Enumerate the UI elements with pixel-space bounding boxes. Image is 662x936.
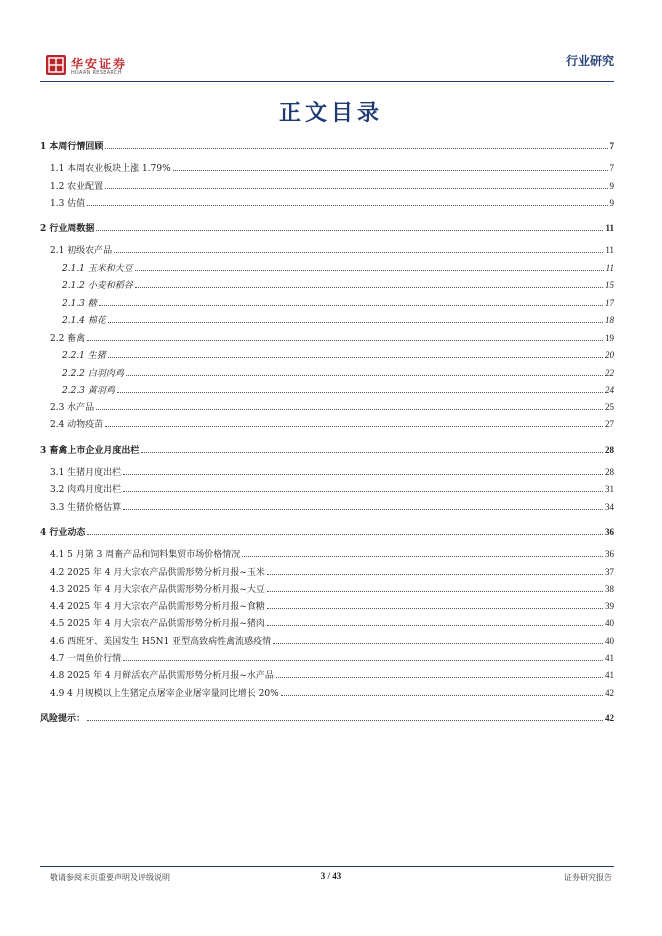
toc-entry-label: 1.1 本周农业板块上涨 1.79%	[50, 164, 171, 174]
toc-entry-page: 7	[609, 141, 614, 151]
toc-leader-dots	[87, 197, 607, 206]
toc-leader-dots	[105, 418, 603, 427]
toc-entry-page: 31	[605, 484, 614, 494]
toc-entry-label: 3.1 生猪月度出栏	[50, 468, 122, 478]
toc-entry-page: 11	[605, 245, 614, 255]
toc-entry[interactable]	[50, 332, 614, 345]
toc-entry-label: 4.7 一周鱼价行情	[50, 654, 122, 664]
toc-leader-dots	[117, 384, 603, 393]
toc-entry-label: 2.1.2 小麦和稻谷	[62, 281, 133, 291]
toc-entry-page: 25	[605, 402, 614, 412]
toc-entry[interactable]	[50, 197, 614, 210]
toc-entry-label: 1.3 估值	[50, 199, 86, 209]
toc-entry-page: 36	[605, 549, 614, 559]
toc-entry-label: 风险提示：	[40, 714, 86, 724]
toc-leader-dots	[123, 501, 603, 510]
toc-entry-label: 4.9 4 月规模以上生猪定点屠宰企业屠宰量同比增长 20%	[50, 689, 279, 699]
toc-entry-page: 34	[605, 502, 614, 512]
toc-entry-label: 2.1 初级农产品	[50, 246, 113, 256]
toc-leader-dots	[123, 483, 603, 492]
toc-leader-dots	[99, 297, 603, 306]
page-number	[0, 871, 662, 881]
toc-entry[interactable]	[40, 444, 614, 457]
toc-entry[interactable]	[62, 279, 614, 292]
toc-entry-label: 4.8 2025 年 4 月鲜活农产品供需形势分析月报~水产品	[50, 671, 274, 681]
toc-leader-dots	[105, 140, 607, 149]
toc-entry-page: 11	[605, 223, 614, 233]
toc-entry[interactable]	[50, 652, 614, 665]
toc-entry-label: 1 本周行情回顾	[40, 142, 104, 152]
toc-leader-dots	[281, 687, 603, 696]
toc-leader-dots	[273, 635, 603, 644]
toc-entry-page: 20	[605, 350, 614, 360]
toc-leader-dots	[242, 548, 603, 557]
toc-entry-label: 2.2 畜禽	[50, 334, 86, 344]
toc-entry-label: 4.3 2025 年 4 月大宗农产品供需形势分析月报~大豆	[50, 585, 265, 595]
page-separator: /	[325, 871, 333, 881]
toc-leader-dots	[173, 162, 608, 171]
toc-entry-label: 4.5 2025 年 4 月大宗农产品供需形势分析月报~猪肉	[50, 619, 265, 629]
toc-entry-label: 2.4 动物疫苗	[50, 420, 104, 430]
toc-entry-label: 1.2 农业配置	[50, 182, 104, 192]
toc-entry-label: 4.2 2025 年 4 月大宗农产品供需形势分析月报~玉米	[50, 568, 265, 578]
toc-entry[interactable]	[50, 566, 614, 579]
toc-entry[interactable]	[50, 548, 614, 561]
toc-entry-page: 41	[605, 670, 614, 680]
toc-entry[interactable]	[62, 367, 614, 380]
toc-entry-label: 3.2 肉鸡月度出栏	[50, 485, 122, 495]
toc-leader-dots	[87, 712, 603, 721]
toc-entry-label: 2.2.2 白羽肉鸡	[62, 369, 124, 379]
toc-leader-dots	[87, 332, 603, 341]
toc-entry[interactable]	[50, 669, 614, 682]
toc-leader-dots	[135, 262, 604, 271]
toc-entry[interactable]	[50, 600, 614, 613]
toc-entry[interactable]	[50, 483, 614, 496]
toc-entry-page: 28	[605, 445, 614, 455]
toc-entry-label: 2.1.3 糖	[62, 299, 97, 309]
page-current: 3	[320, 871, 326, 881]
toc-entry-page: 18	[605, 315, 614, 325]
toc-entry-page: 22	[605, 368, 614, 378]
header-divider	[40, 81, 614, 82]
toc-entry-page: 24	[605, 385, 614, 395]
toc-entry-page: 40	[605, 636, 614, 646]
toc-leader-dots	[114, 244, 603, 253]
toc-entry[interactable]	[50, 244, 614, 257]
toc-leader-dots	[123, 652, 603, 661]
toc-entry[interactable]	[50, 501, 614, 514]
toc-entry[interactable]	[40, 712, 614, 725]
toc-entry-page: 40	[605, 618, 614, 628]
toc-leader-dots	[87, 526, 603, 535]
toc-leader-dots	[96, 222, 603, 231]
toc-entry-page: 42	[605, 713, 614, 723]
page-title: 正文目录	[278, 100, 383, 126]
toc-leader-dots	[108, 349, 603, 358]
toc-entry[interactable]	[50, 466, 614, 479]
toc-entry[interactable]	[50, 180, 614, 193]
toc-leader-dots	[105, 180, 607, 189]
toc-leader-dots	[267, 617, 603, 626]
toc-entry-label: 3 畜禽上市企业月度出栏	[40, 446, 140, 456]
toc-entry-label: 2 行业周数据	[40, 224, 95, 234]
toc-leader-dots	[108, 314, 603, 323]
toc-entry-page: 38	[605, 584, 614, 594]
toc-entry[interactable]	[50, 401, 614, 414]
toc-entry-page: 11	[605, 263, 614, 273]
toc-entry[interactable]	[40, 526, 614, 539]
toc-entry-page: 39	[605, 601, 614, 611]
toc-entry-label: 4 行业动态	[40, 528, 86, 538]
toc-leader-dots	[276, 669, 603, 678]
toc-entry-page: 36	[605, 527, 614, 537]
toc-entry[interactable]	[62, 349, 614, 362]
toc-leader-dots	[126, 367, 603, 376]
toc-entry[interactable]	[50, 617, 614, 630]
toc-entry-label: 2.2.3 黄羽鸡	[62, 386, 115, 396]
logo-subtitle: HUAAN RESEARCH	[71, 70, 122, 76]
toc-leader-dots	[123, 466, 603, 475]
toc-entry[interactable]	[40, 140, 614, 153]
toc-entry-page: 28	[605, 467, 614, 477]
toc-entry[interactable]	[62, 314, 614, 327]
toc-leader-dots	[267, 566, 603, 575]
footer-report-label: 证券研究报告	[564, 873, 612, 882]
footer-divider	[40, 866, 614, 867]
toc-entry[interactable]	[62, 262, 614, 275]
toc-entry[interactable]	[40, 222, 614, 235]
toc-entry[interactable]	[50, 162, 614, 175]
toc-entry-label: 2.1.4 棉花	[62, 316, 106, 326]
toc-entry-label: 2.1.1 玉米和大豆	[62, 264, 133, 274]
toc-leader-dots	[135, 279, 603, 288]
toc-entry-label: 4.4 2025 年 4 月大宗农产品供需形势分析月报~食糖	[50, 602, 265, 612]
toc-entry-page: 19	[605, 333, 614, 343]
toc-entry[interactable]	[50, 418, 614, 431]
report-type: 行业研究	[565, 54, 614, 68]
toc-leader-dots	[141, 444, 603, 453]
toc-entry-page: 27	[605, 419, 614, 429]
toc-leader-dots	[96, 401, 603, 410]
footer-disclaimer: 敬请参阅末页重要声明及评级说明	[50, 873, 170, 882]
toc-entry-label: 4.1 5 月第 3 周畜产品和饲料集贸市场价格情况	[50, 550, 241, 560]
page-total: 43	[332, 871, 342, 881]
toc-entry[interactable]	[50, 687, 614, 700]
toc-entry[interactable]	[62, 384, 614, 397]
toc-entry-label: 4.6 西班牙、美国发生 H5N1 亚型高致病性禽流感疫情	[50, 637, 272, 647]
toc-leader-dots	[267, 600, 603, 609]
toc-entry-page: 17	[605, 298, 614, 308]
toc-entry[interactable]	[50, 635, 614, 648]
toc-entry[interactable]	[62, 297, 614, 310]
toc-entry-page: 37	[605, 567, 614, 577]
logo-icon	[46, 55, 66, 75]
toc-entry-page: 42	[605, 688, 614, 698]
toc-entry-page: 15	[605, 280, 614, 290]
toc-leader-dots	[267, 583, 603, 592]
toc-entry-label: 3.3 生猪价格估算	[50, 503, 122, 513]
toc-entry[interactable]	[50, 583, 614, 596]
toc-entry-page: 9	[609, 181, 614, 191]
toc-entry-label: 2.3 水产品	[50, 403, 95, 413]
toc-entry-page: 41	[605, 653, 614, 663]
toc-entry-page: 9	[609, 198, 614, 208]
toc-entry-label: 2.2.1 生猪	[62, 351, 106, 361]
toc-entry-page: 7	[609, 163, 614, 173]
logo-text: 华安证券	[71, 57, 128, 71]
page-header	[46, 52, 614, 82]
